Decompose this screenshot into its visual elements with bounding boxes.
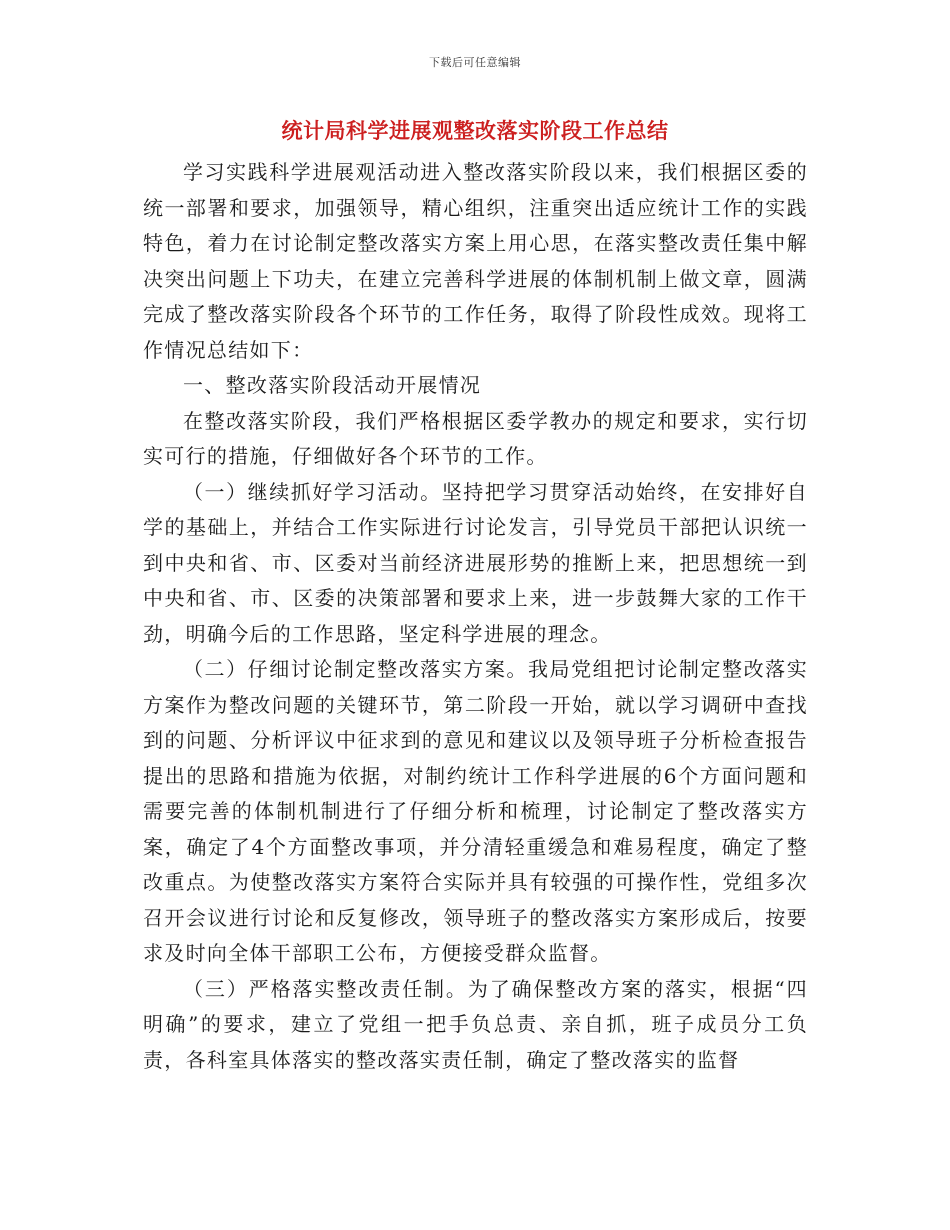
- paragraph-intro: 学习实践科学进展观活动进入整改落实阶段以来，我们根据区委的统一部署和要求，加强领导，精心组织，注重突出适应统计工作的实践特色，着力在讨论制定整改落实方案上用心思，在落实整改责任集中解决突出问题上下功夫，在建立完善科学进展的体制机制上做文章，圆满完成了整改落实阶段各个环节的工作任务，取得了阶段性成效。现将工作情况总结如下：: [143, 160, 808, 362]
- paragraph-item-3: （三）严格落实整改责任制。为了确保整改方案的落实，根据“四明确”的要求，建立了党组一把手负总责、亲自抓，班子成员分工负责，各科室具体落实的整改落实责任制，确定了整改落实的监督: [143, 976, 808, 1072]
- page-header: 下载后可任意编辑: [429, 56, 521, 69]
- section-heading: 一、整改落实阶段活动开展情况: [183, 373, 482, 397]
- document-body: [143, 155, 808, 1078]
- paragraph-item-2: （二）仔细讨论制定整改落实方案。我局党组把讨论制定整改落实方案作为整改问题的关键环节，第二阶段一开始，就以学习调研中查找到的问题、分析评议中征求到的意见和建议以及领导班子分析检查报告提出的思路和措施为依据，对制约统计工作科学进展的6个方面问题和需要完善的体制机制进行了仔细分析和梳理，讨论制定了整改落实方案，确定了4个方面整改事项，并分清轻重缓急和难易程度，确定了整改重点。为使整改落实方案符合实际并具有较强的可操作性，党组多次召开会议进行讨论和反复修改，领导班子的整改落实方案形成后，按要求及时向全体干部职工公布，方便接受群众监督。: [143, 657, 808, 965]
- document-title: 统计局科学进展观整改落实阶段工作总结: [281, 119, 669, 143]
- paragraph-section-intro: 在整改落实阶段，我们严格根据区委学教办的规定和要求，实行切实可行的措施，仔细做好各个环节的工作。: [143, 408, 808, 468]
- paragraph-item-1: （一）继续抓好学习活动。坚持把学习贯穿活动始终，在安排好自学的基础上，并结合工作实际进行讨论发言，引导党员干部把认识统一到中央和省、市、区委对当前经济进展形势的推断上来，把思想统一到中央和省、市、区委的决策部署和要求上来，进一步鼓舞大家的工作干劲，明确今后的工作思路，坚定科学进展的理念。: [143, 479, 808, 646]
